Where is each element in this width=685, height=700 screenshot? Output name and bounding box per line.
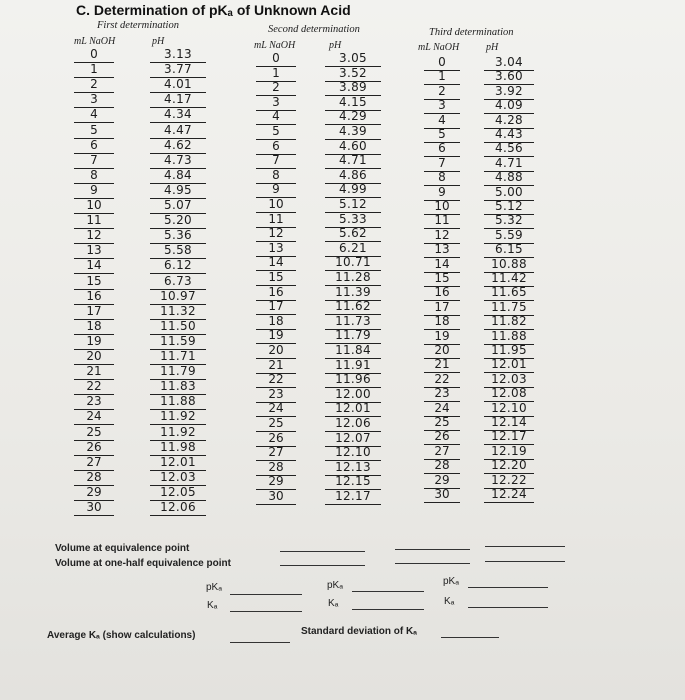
- ml-naoh-value[interactable]: 20: [424, 343, 460, 359]
- ml-naoh-value[interactable]: 30: [256, 489, 296, 505]
- ml-naoh-value[interactable]: 28: [424, 458, 460, 474]
- ph-value[interactable]: 11.75: [484, 300, 534, 316]
- ph-value[interactable]: 12.10: [484, 401, 534, 417]
- ml-naoh-value[interactable]: 1: [74, 62, 114, 78]
- vol-eq-blank-2[interactable]: [395, 549, 470, 550]
- ml-naoh-value[interactable]: 26: [74, 440, 114, 456]
- ml-naoh-value[interactable]: 17: [424, 300, 460, 316]
- vol-half-blank-2[interactable]: [395, 563, 470, 564]
- ml-naoh-value[interactable]: 7: [424, 156, 460, 172]
- ml-naoh-value[interactable]: 14: [256, 255, 296, 271]
- ph-value[interactable]: 4.15: [325, 95, 381, 111]
- ph-value[interactable]: 5.07: [150, 198, 206, 214]
- ph-value[interactable]: 3.77: [150, 62, 206, 78]
- ml-naoh-value[interactable]: 2: [256, 80, 296, 96]
- ml-naoh-value[interactable]: 4: [424, 113, 460, 129]
- ml-naoh-value[interactable]: 5: [424, 127, 460, 143]
- ml-naoh-value[interactable]: 15: [424, 271, 460, 287]
- ph-value[interactable]: 11.83: [150, 379, 206, 395]
- ml-naoh-value[interactable]: 6: [74, 138, 114, 154]
- ph-value[interactable]: 12.03: [150, 470, 206, 486]
- ml-naoh-value[interactable]: 20: [74, 349, 114, 365]
- ph-value[interactable]: 11.84: [325, 343, 381, 359]
- ml-naoh-value[interactable]: 29: [74, 485, 114, 501]
- ph-value[interactable]: 3.52: [325, 66, 381, 82]
- ph-value[interactable]: 6.21: [325, 241, 381, 257]
- ml-naoh-value[interactable]: 17: [256, 299, 296, 315]
- ph-value[interactable]: 12.19: [484, 444, 534, 460]
- ph-value[interactable]: 5.58: [150, 243, 206, 259]
- ml-naoh-value[interactable]: 0: [74, 47, 114, 63]
- ml-naoh-value[interactable]: 18: [424, 314, 460, 330]
- ka-blank-1[interactable]: [230, 611, 302, 612]
- ph-value[interactable]: 11.42: [484, 271, 534, 287]
- ml-naoh-value[interactable]: 28: [74, 470, 114, 486]
- ph-value[interactable]: 3.60: [484, 69, 534, 85]
- ph-value[interactable]: 11.71: [150, 349, 206, 365]
- volume-equivalence-label: Volume at equivalence point: [55, 543, 190, 554]
- ml-naoh-value[interactable]: 0: [424, 55, 460, 71]
- ml-naoh-value[interactable]: 26: [256, 431, 296, 447]
- ml-naoh-value[interactable]: 16: [256, 285, 296, 301]
- ph-value[interactable]: 4.60: [325, 139, 381, 155]
- section-title: C. Determination of pKₐ of Unknown Acid: [76, 2, 351, 18]
- ph-value[interactable]: 11.32: [150, 304, 206, 320]
- ml-naoh-value[interactable]: 10: [424, 199, 460, 215]
- ml-naoh-value[interactable]: 28: [256, 460, 296, 476]
- ph-value[interactable]: 11.82: [484, 314, 534, 330]
- ml-naoh-value[interactable]: 5: [256, 124, 296, 140]
- ml-naoh-value[interactable]: 11: [424, 213, 460, 229]
- ph-value[interactable]: 4.43: [484, 127, 534, 143]
- ml-naoh-value[interactable]: 15: [256, 270, 296, 286]
- ml-naoh-value[interactable]: 29: [424, 473, 460, 489]
- ph-value[interactable]: 12.17: [325, 489, 381, 505]
- ml-naoh-value[interactable]: 12: [256, 226, 296, 242]
- ml-naoh-value[interactable]: 17: [74, 304, 114, 320]
- ml-naoh-value[interactable]: 30: [424, 487, 460, 503]
- ph-value[interactable]: 5.32: [484, 213, 534, 229]
- ph-value[interactable]: 10.71: [325, 255, 381, 271]
- ph-value[interactable]: 11.96: [325, 372, 381, 388]
- ml-naoh-value[interactable]: 16: [424, 285, 460, 301]
- ml-naoh-value[interactable]: 23: [74, 394, 114, 410]
- pka-label-3: pKₐ: [443, 576, 459, 587]
- ph-value[interactable]: 3.05: [325, 51, 381, 67]
- ph-value[interactable]: 11.65: [484, 285, 534, 301]
- ph-value[interactable]: 3.92: [484, 84, 534, 100]
- ph-value[interactable]: 11.73: [325, 314, 381, 330]
- ml-naoh-value[interactable]: 6: [424, 141, 460, 157]
- ml-naoh-value[interactable]: 11: [74, 213, 114, 229]
- ml-naoh-value[interactable]: 3: [424, 98, 460, 114]
- ml-naoh-value[interactable]: 19: [256, 328, 296, 344]
- ml-naoh-value[interactable]: 24: [256, 401, 296, 417]
- ph-value[interactable]: 4.01: [150, 77, 206, 93]
- ph-value[interactable]: 4.99: [325, 182, 381, 198]
- std-dev-ka-label: Standard deviation of Kₐ: [301, 626, 418, 637]
- ph-value[interactable]: 4.09: [484, 98, 534, 114]
- ph-value[interactable]: 12.05: [150, 485, 206, 501]
- ml-naoh-value[interactable]: 30: [74, 500, 114, 516]
- ph-value[interactable]: 11.88: [150, 394, 206, 410]
- ph-value[interactable]: 4.56: [484, 141, 534, 157]
- ph-value[interactable]: 5.33: [325, 212, 381, 228]
- ph-value[interactable]: 11.88: [484, 329, 534, 345]
- ml-naoh-value[interactable]: 27: [424, 444, 460, 460]
- ml-naoh-value[interactable]: 9: [424, 185, 460, 201]
- ka-label-1: Kₐ: [207, 600, 218, 611]
- ph-value[interactable]: 4.73: [150, 153, 206, 169]
- ml-naoh-value[interactable]: 13: [256, 241, 296, 257]
- ph-value[interactable]: 12.13: [325, 460, 381, 476]
- ml-naoh-value[interactable]: 2: [424, 84, 460, 100]
- ml-naoh-value[interactable]: 20: [256, 343, 296, 359]
- first-ph-header: pH: [152, 36, 165, 47]
- ph-value[interactable]: 4.39: [325, 124, 381, 140]
- average-ka-blank[interactable]: [230, 642, 290, 643]
- ph-value[interactable]: 3.04: [484, 55, 534, 71]
- ph-value[interactable]: 4.84: [150, 168, 206, 184]
- ml-naoh-value[interactable]: 24: [74, 409, 114, 425]
- ph-value[interactable]: 4.47: [150, 123, 206, 139]
- pka-blank-2[interactable]: [352, 591, 424, 592]
- ph-value[interactable]: 11.98: [150, 440, 206, 456]
- ph-value[interactable]: 12.01: [325, 401, 381, 417]
- ml-naoh-value[interactable]: 25: [74, 425, 114, 441]
- ph-value[interactable]: 12.03: [484, 372, 534, 388]
- ph-value[interactable]: 11.28: [325, 270, 381, 286]
- ph-value[interactable]: 5.12: [325, 197, 381, 213]
- ml-naoh-value[interactable]: 7: [74, 153, 114, 169]
- ph-value[interactable]: 4.29: [325, 109, 381, 125]
- ph-value[interactable]: 6.12: [150, 258, 206, 274]
- ph-value[interactable]: 6.15: [484, 242, 534, 258]
- ml-naoh-value[interactable]: 29: [256, 474, 296, 490]
- ml-naoh-value[interactable]: 14: [74, 258, 114, 274]
- pka-label-1: pKₐ: [206, 582, 222, 593]
- ml-naoh-value[interactable]: 18: [256, 314, 296, 330]
- ml-naoh-value[interactable]: 10: [256, 197, 296, 213]
- ml-naoh-value[interactable]: 15: [74, 274, 114, 290]
- ph-value[interactable]: 12.24: [484, 487, 534, 503]
- ph-value[interactable]: 3.89: [325, 80, 381, 96]
- ml-naoh-value[interactable]: 21: [256, 358, 296, 374]
- ph-value[interactable]: 11.62: [325, 299, 381, 315]
- ph-value[interactable]: 11.50: [150, 319, 206, 335]
- ph-value[interactable]: 12.06: [325, 416, 381, 432]
- ph-value[interactable]: 4.86: [325, 168, 381, 184]
- ml-naoh-value[interactable]: 4: [256, 109, 296, 125]
- ml-naoh-value[interactable]: 8: [424, 170, 460, 186]
- ml-naoh-value[interactable]: 10: [74, 198, 114, 214]
- ml-naoh-value[interactable]: 1: [424, 69, 460, 85]
- ml-naoh-value[interactable]: 27: [256, 445, 296, 461]
- ph-value[interactable]: 4.71: [484, 156, 534, 172]
- ka-blank-3[interactable]: [468, 607, 548, 608]
- ml-naoh-value[interactable]: 21: [74, 364, 114, 380]
- first-ml-header: mL NaOH: [74, 36, 116, 47]
- ml-naoh-value[interactable]: 1: [256, 66, 296, 82]
- ml-naoh-value[interactable]: 16: [74, 289, 114, 305]
- ml-naoh-value[interactable]: 6: [256, 139, 296, 155]
- pka-blank-1[interactable]: [230, 594, 302, 595]
- ml-naoh-value[interactable]: 9: [74, 183, 114, 199]
- ml-naoh-value[interactable]: 12: [424, 228, 460, 244]
- ph-value[interactable]: 5.00: [484, 185, 534, 201]
- ph-value[interactable]: 4.34: [150, 107, 206, 123]
- ml-naoh-value[interactable]: 19: [74, 334, 114, 350]
- ph-value[interactable]: 11.95: [484, 343, 534, 359]
- ml-naoh-value[interactable]: 2: [74, 77, 114, 93]
- ml-naoh-value[interactable]: 23: [424, 386, 460, 402]
- ph-value[interactable]: 12.06: [150, 500, 206, 516]
- ph-value[interactable]: 11.59: [150, 334, 206, 350]
- ml-naoh-value[interactable]: 13: [424, 242, 460, 258]
- ml-naoh-value[interactable]: 4: [74, 107, 114, 123]
- ph-value[interactable]: 12.01: [484, 357, 534, 373]
- ml-naoh-value[interactable]: 19: [424, 329, 460, 345]
- ml-naoh-value[interactable]: 21: [424, 357, 460, 373]
- vol-eq-blank-3[interactable]: [485, 546, 565, 547]
- ph-value[interactable]: 11.91: [325, 358, 381, 374]
- vol-eq-blank-1[interactable]: [280, 551, 365, 552]
- std-dev-ka-blank[interactable]: [441, 637, 499, 638]
- third-ml-header: mL NaOH: [418, 42, 460, 53]
- ml-naoh-value[interactable]: 0: [256, 51, 296, 67]
- pka-label-2: pKₐ: [327, 580, 343, 591]
- ph-value[interactable]: 4.28: [484, 113, 534, 129]
- ml-naoh-value[interactable]: 18: [74, 319, 114, 335]
- ml-naoh-value[interactable]: 22: [424, 372, 460, 388]
- ph-value[interactable]: 11.79: [150, 364, 206, 380]
- ph-value[interactable]: 10.88: [484, 257, 534, 273]
- ph-value[interactable]: 4.71: [325, 153, 381, 169]
- ph-value[interactable]: 4.88: [484, 170, 534, 186]
- ph-value[interactable]: 11.79: [325, 328, 381, 344]
- ml-naoh-value[interactable]: 5: [74, 123, 114, 139]
- ph-value[interactable]: 12.17: [484, 429, 534, 445]
- second-determination-heading: Second determination: [268, 24, 360, 35]
- ml-naoh-value[interactable]: 26: [424, 429, 460, 445]
- second-ml-header: mL NaOH: [254, 40, 296, 51]
- ph-value[interactable]: 5.59: [484, 228, 534, 244]
- ph-value[interactable]: 12.00: [325, 387, 381, 403]
- ph-value[interactable]: 12.22: [484, 473, 534, 489]
- ml-naoh-value[interactable]: 14: [424, 257, 460, 273]
- ph-value[interactable]: 5.12: [484, 199, 534, 215]
- ph-value[interactable]: 6.73: [150, 274, 206, 290]
- ml-naoh-value[interactable]: 12: [74, 228, 114, 244]
- third-determination-heading: Third determination: [429, 27, 514, 38]
- ml-naoh-value[interactable]: 13: [74, 243, 114, 259]
- ph-value[interactable]: 4.17: [150, 92, 206, 108]
- first-determination-heading: First determination: [97, 20, 179, 31]
- volume-half-equivalence-label: Volume at one-half equivalence point: [55, 558, 231, 569]
- pka-blank-3[interactable]: [468, 587, 548, 588]
- ph-value[interactable]: 10.97: [150, 289, 206, 305]
- ph-value[interactable]: 12.01: [150, 455, 206, 471]
- ml-naoh-value[interactable]: 9: [256, 182, 296, 198]
- ml-naoh-value[interactable]: 23: [256, 387, 296, 403]
- ml-naoh-value[interactable]: 25: [424, 415, 460, 431]
- ph-value[interactable]: 12.14: [484, 415, 534, 431]
- ph-value[interactable]: 11.39: [325, 285, 381, 301]
- ml-naoh-value[interactable]: 24: [424, 401, 460, 417]
- ph-value[interactable]: 5.36: [150, 228, 206, 244]
- ml-naoh-value[interactable]: 3: [74, 92, 114, 108]
- ph-value[interactable]: 5.62: [325, 226, 381, 242]
- ph-value[interactable]: 12.15: [325, 474, 381, 490]
- third-ph-header: pH: [486, 42, 499, 53]
- ph-value[interactable]: 3.13: [150, 47, 206, 63]
- ka-blank-2[interactable]: [352, 609, 424, 610]
- ph-value[interactable]: 4.62: [150, 138, 206, 154]
- ml-naoh-value[interactable]: 7: [256, 153, 296, 169]
- ml-naoh-value[interactable]: 8: [74, 168, 114, 184]
- ml-naoh-value[interactable]: 22: [256, 372, 296, 388]
- ph-value[interactable]: 12.10: [325, 445, 381, 461]
- vol-half-blank-3[interactable]: [485, 561, 565, 562]
- ph-value[interactable]: 11.92: [150, 425, 206, 441]
- ph-value[interactable]: 4.95: [150, 183, 206, 199]
- ph-value[interactable]: 12.07: [325, 431, 381, 447]
- ph-value[interactable]: 12.20: [484, 458, 534, 474]
- ml-naoh-value[interactable]: 11: [256, 212, 296, 228]
- ml-naoh-value[interactable]: 25: [256, 416, 296, 432]
- second-ph-header: pH: [329, 40, 342, 51]
- ph-value[interactable]: 12.08: [484, 386, 534, 402]
- ph-value[interactable]: 11.92: [150, 409, 206, 425]
- average-ka-label: Average Kₐ (show calculations): [47, 630, 196, 641]
- ka-label-3: Kₐ: [444, 596, 455, 607]
- vol-half-blank-1[interactable]: [280, 565, 365, 566]
- ph-value[interactable]: 5.20: [150, 213, 206, 229]
- ml-naoh-value[interactable]: 27: [74, 455, 114, 471]
- ka-label-2: Kₐ: [328, 598, 339, 609]
- ml-naoh-value[interactable]: 22: [74, 379, 114, 395]
- ml-naoh-value[interactable]: 3: [256, 95, 296, 111]
- ml-naoh-value[interactable]: 8: [256, 168, 296, 184]
